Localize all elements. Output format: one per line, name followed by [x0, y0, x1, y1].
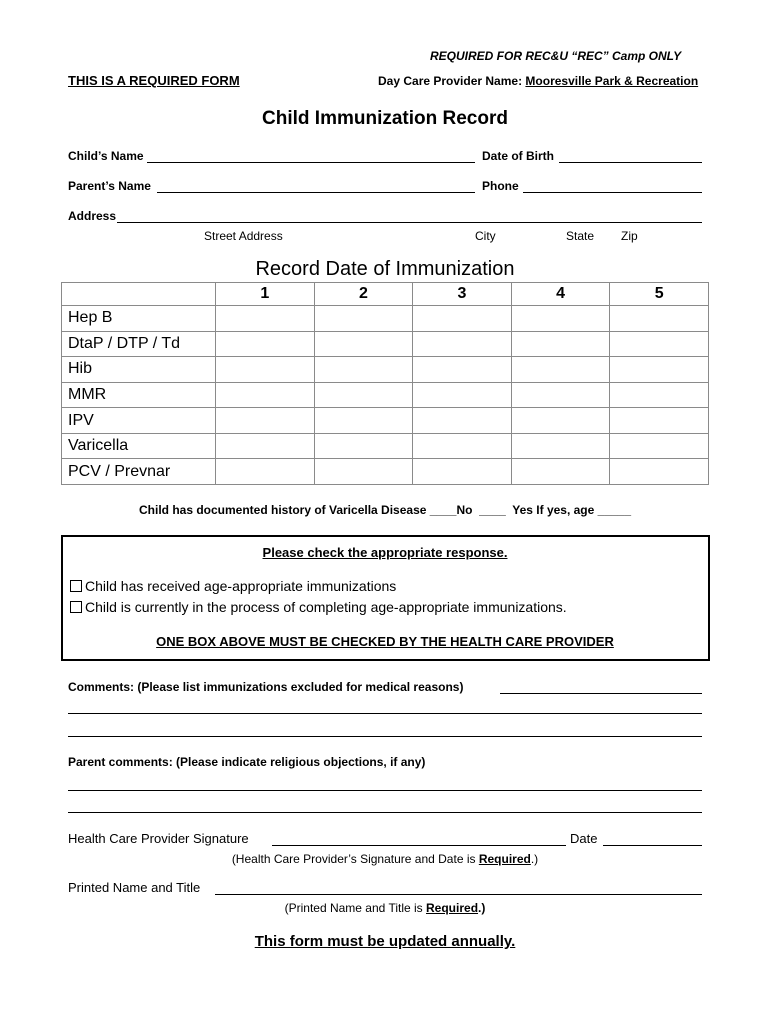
date-cell[interactable] [216, 433, 315, 459]
checkbox[interactable] [70, 601, 82, 613]
parent-comments-label: Parent comments: (Please indicate religious objections, if any) [68, 755, 426, 769]
vaccine-name: IPV [62, 408, 216, 434]
signature-note-end: .) [530, 852, 539, 866]
date-cell[interactable] [216, 382, 315, 408]
date-cell[interactable] [413, 408, 512, 434]
table-header-blank [62, 283, 216, 306]
date-cell[interactable] [511, 357, 610, 383]
table-header-col: 5 [610, 283, 709, 306]
date-cell[interactable] [314, 331, 413, 357]
parents-name-label: Parent’s Name [68, 179, 151, 193]
vaccine-name: Hib [62, 357, 216, 383]
date-cell[interactable] [610, 357, 709, 383]
annual-update-note: This form must be updated annually. [254, 933, 516, 950]
date-cell[interactable] [314, 382, 413, 408]
date-cell[interactable] [314, 357, 413, 383]
date-cell[interactable] [511, 382, 610, 408]
provider-warning: ONE BOX ABOVE MUST BE CHECKED BY THE HEALTH CARE PROVIDER [156, 634, 614, 649]
date-cell[interactable] [216, 306, 315, 332]
vaccine-name: MMR [62, 382, 216, 408]
date-cell[interactable] [314, 433, 413, 459]
date-cell[interactable] [511, 408, 610, 434]
date-cell[interactable] [610, 331, 709, 357]
date-cell[interactable] [314, 408, 413, 434]
address-label: Address [68, 209, 117, 223]
comments-label: Comments: (Please list immunizations excluded for medical reasons) [68, 680, 464, 694]
parent-comments-line[interactable] [68, 790, 702, 791]
date-cell[interactable] [511, 331, 610, 357]
checkbox[interactable] [70, 580, 82, 592]
vaccine-name: DtaP / DTP / Td [62, 331, 216, 357]
option-label: Child is currently in the process of completing age-appropriate immunizations. [85, 599, 567, 615]
provider-row [378, 74, 698, 88]
provider-label: Day Care Provider Name: [378, 74, 523, 88]
childs-name-field[interactable] [147, 162, 475, 163]
signature-note-required: Required [478, 852, 531, 866]
date-cell[interactable] [314, 306, 413, 332]
table-header-row [62, 283, 709, 306]
date-cell[interactable] [216, 331, 315, 357]
immunization-table [61, 282, 709, 485]
signature-field[interactable] [272, 845, 566, 846]
page-title: Child Immunization Record [262, 108, 508, 129]
printed-name-label: Printed Name and Title [68, 880, 201, 895]
table-row [62, 306, 709, 332]
phone-field[interactable] [523, 192, 702, 193]
date-cell[interactable] [413, 357, 512, 383]
table-header-col: 2 [314, 283, 413, 306]
city-label: City [475, 229, 496, 243]
signature-date-label: Date [570, 831, 598, 846]
check-response-heading: Please check the appropriate response. [262, 545, 508, 560]
street-address-label: Street Address [204, 229, 283, 243]
date-cell[interactable] [511, 306, 610, 332]
printed-note-end: .) [478, 901, 486, 915]
date-cell[interactable] [314, 459, 413, 485]
comments-line[interactable] [68, 736, 702, 737]
date-cell[interactable] [610, 459, 709, 485]
signature-label: Health Care Provider Signature [68, 831, 249, 846]
date-cell[interactable] [413, 433, 512, 459]
signature-note [0, 852, 770, 866]
table-row [62, 331, 709, 357]
table-row [62, 357, 709, 383]
printed-note-text: (Printed Name and Title is [284, 901, 427, 915]
vaccine-name: Varicella [62, 433, 216, 459]
table-header-col: 3 [413, 283, 512, 306]
option-age-appropriate[interactable] [70, 578, 396, 594]
childs-name-label: Child’s Name [68, 149, 144, 163]
vaccine-name: PCV / Prevnar [62, 459, 216, 485]
parents-name-field[interactable] [157, 192, 475, 193]
date-cell[interactable] [413, 382, 512, 408]
date-cell[interactable] [610, 382, 709, 408]
address-field[interactable] [117, 222, 702, 223]
printed-name-note [0, 901, 770, 915]
table-row [62, 433, 709, 459]
table-row [62, 459, 709, 485]
signature-date-field[interactable] [603, 845, 702, 846]
table-header-col: 1 [216, 283, 315, 306]
date-cell[interactable] [216, 459, 315, 485]
record-heading: Record Date of Immunization [255, 258, 515, 280]
phone-label: Phone [482, 179, 519, 193]
table-row [62, 408, 709, 434]
date-cell[interactable] [610, 408, 709, 434]
dob-label: Date of Birth [482, 149, 554, 163]
vaccine-name: Hep B [62, 306, 216, 332]
date-cell[interactable] [413, 331, 512, 357]
printed-name-field[interactable] [215, 894, 702, 895]
state-label: State [566, 229, 595, 243]
required-for-note: REQUIRED FOR REC&U “REC” Camp ONLY [430, 49, 682, 63]
table-header-col: 4 [511, 283, 610, 306]
date-cell[interactable] [413, 306, 512, 332]
dob-field[interactable] [559, 162, 702, 163]
signature-note-text: (Health Care Provider’s Signature and Date is [231, 852, 479, 866]
date-cell[interactable] [610, 306, 709, 332]
comments-line[interactable] [68, 713, 702, 714]
option-label: Child has received age-appropriate immunizations [85, 578, 397, 594]
comments-field[interactable] [500, 693, 702, 694]
date-cell[interactable] [610, 433, 709, 459]
date-cell[interactable] [511, 433, 610, 459]
printed-note-required: Required [426, 901, 479, 915]
date-cell[interactable] [216, 357, 315, 383]
zip-label: Zip [621, 229, 638, 243]
option-in-process[interactable] [70, 599, 567, 615]
date-cell[interactable] [216, 408, 315, 434]
provider-name: Mooresville Park & Recreation [525, 74, 699, 88]
date-cell[interactable] [511, 459, 610, 485]
date-cell[interactable] [413, 459, 512, 485]
varicella-history-line: Child has documented history of Varicella Disease ____No ____ Yes If yes, age _____ [138, 503, 632, 517]
required-form-label: THIS IS A REQUIRED FORM [68, 73, 240, 88]
parent-comments-line[interactable] [68, 812, 702, 813]
table-row [62, 382, 709, 408]
